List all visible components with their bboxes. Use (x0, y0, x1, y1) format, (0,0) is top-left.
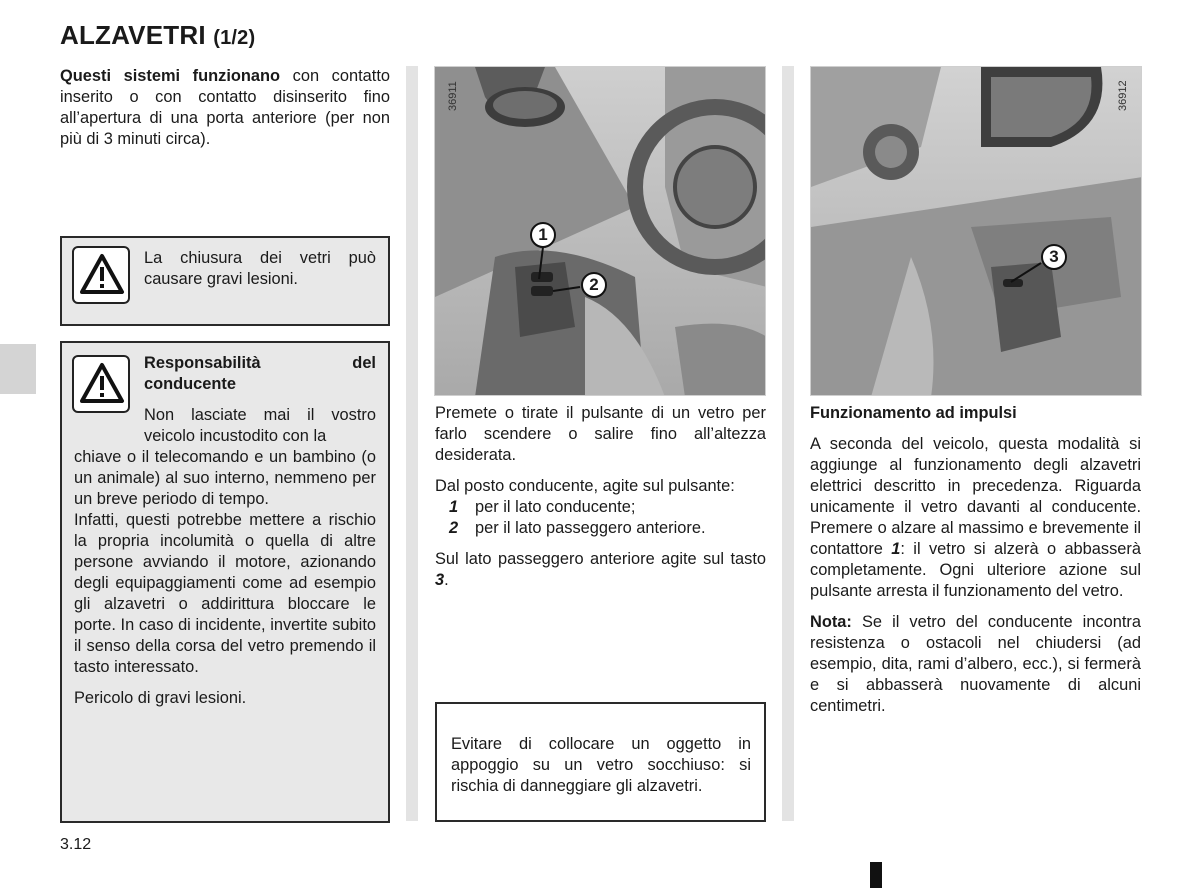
middle-paragraph-3-end: . (444, 571, 449, 589)
car-door-illustration (811, 67, 1142, 396)
nota-paragraph (810, 612, 1141, 717)
intro-paragraph (60, 66, 390, 150)
page-number: 3.12 (60, 836, 92, 853)
middle-paragraph-2: Dal posto conducente, agite sul pulsante: (435, 477, 735, 495)
warning-2-danger: Pericolo di gravi lesioni. (74, 689, 247, 707)
warning-2-heading: Responsabilità del conducente (144, 354, 376, 393)
figure-code: 36911 (447, 81, 459, 111)
warning-triangle-icon (72, 246, 130, 304)
callout-2: 2 (581, 272, 607, 298)
nota-label: Nota: (810, 613, 852, 631)
right-paragraph-1-text: A seconda del veicolo, questa modalità si aggiunge al funzionamento degli alzavetri elettrici descritto in precedenza. Riguarda unicamente il vetro davanti al conducente. Premere o alzare al massimo e brevemente il contattore (810, 435, 1141, 558)
section-heading: Funzionamento ad impulsi (810, 404, 1017, 422)
list-item-number: 1 (449, 498, 459, 516)
nota-text: Se il vetro del conducente incontra resistenza o ostacoli nel chiudersi (ad esempio, dita, rami d’albero, ecc.), si fermerà e si abbasserà nuovamente di alcuni centimetri. (810, 613, 1141, 715)
middle-paragraph-3 (435, 549, 766, 591)
list-item-text: per il lato passeggero anteriore. (475, 519, 706, 537)
warning-2-body-1: chiave o il telecomando e un bambino (o un animale) al suo interno, nemmeno per un breve periodo di tempo. (74, 448, 376, 508)
notice-text: Evitare di collocare un oggetto in appoggio su un vetro socchiuso: si rischia di danneggiare gli alzavetri. (451, 735, 751, 795)
warning-1-text: La chiusura dei vetri può causare gravi lesioni. (144, 249, 376, 288)
column-separator (406, 66, 418, 821)
list-item-text: per il lato conducente; (475, 498, 636, 516)
right-paragraph-1 (810, 434, 1141, 602)
middle-paragraph-3-number: 3 (435, 571, 445, 589)
right-paragraph-1-number: 1 (891, 540, 901, 558)
figure-code: 36912 (1117, 80, 1129, 111)
page-marker (870, 862, 882, 888)
title-part: (1/2) (213, 27, 256, 49)
warning-2-lead: Non lasciate mai il vostro veicolo incustodito con la (144, 406, 376, 445)
callout-1: 1 (530, 222, 556, 248)
intro-text: con contatto inserito o con contatto disinserito fino all’apertura di una porta anteriore (per non più di 3 minuti circa). (60, 67, 391, 148)
car-interior-illustration (435, 67, 766, 396)
middle-column-text (435, 403, 766, 591)
warning-2-body (74, 447, 376, 709)
warning-box-1 (60, 236, 390, 326)
middle-paragraph-3-text: Sul lato passeggero anteriore agite sul tasto (435, 550, 766, 568)
middle-paragraph-1: Premete o tirate il pulsante di un vetro per farlo scendere o salire fino all’altezza desiderata. (435, 404, 766, 464)
callout-3: 3 (1041, 244, 1067, 270)
intro-bold: Questi sistemi funzionano (60, 67, 281, 85)
page-title (60, 20, 255, 51)
title-main: ALZAVETRI (60, 20, 206, 50)
warning-2-body-2: Infatti, questi potrebbe mettere a rischio la propria incolumità o quella di altre persone avviando il motore, azionando degli equipaggiamenti come ad esempio gli alzavetri o addirittura bloccare le porte. In caso di incidente, invertite subito il senso della corsa del vetro premendo il tasto interessato. (74, 511, 376, 676)
warning-box-2 (60, 341, 390, 823)
list-item-number: 2 (449, 519, 459, 537)
chapter-tab (0, 344, 36, 394)
figure-door-controls-driver (434, 66, 766, 396)
warning-triangle-icon (72, 355, 130, 413)
right-paragraph-1-end: : il vetro si alzerà o abbasserà completamente. Ogni ulteriore azione sul pulsante arresta il funzionamento del vetro. (810, 540, 1141, 600)
list-item (435, 518, 766, 539)
column-separator (782, 66, 794, 821)
right-column-text (810, 403, 1141, 717)
notice-box (435, 702, 766, 822)
figure-door-controls-passenger (810, 66, 1142, 396)
list-item (435, 497, 766, 518)
